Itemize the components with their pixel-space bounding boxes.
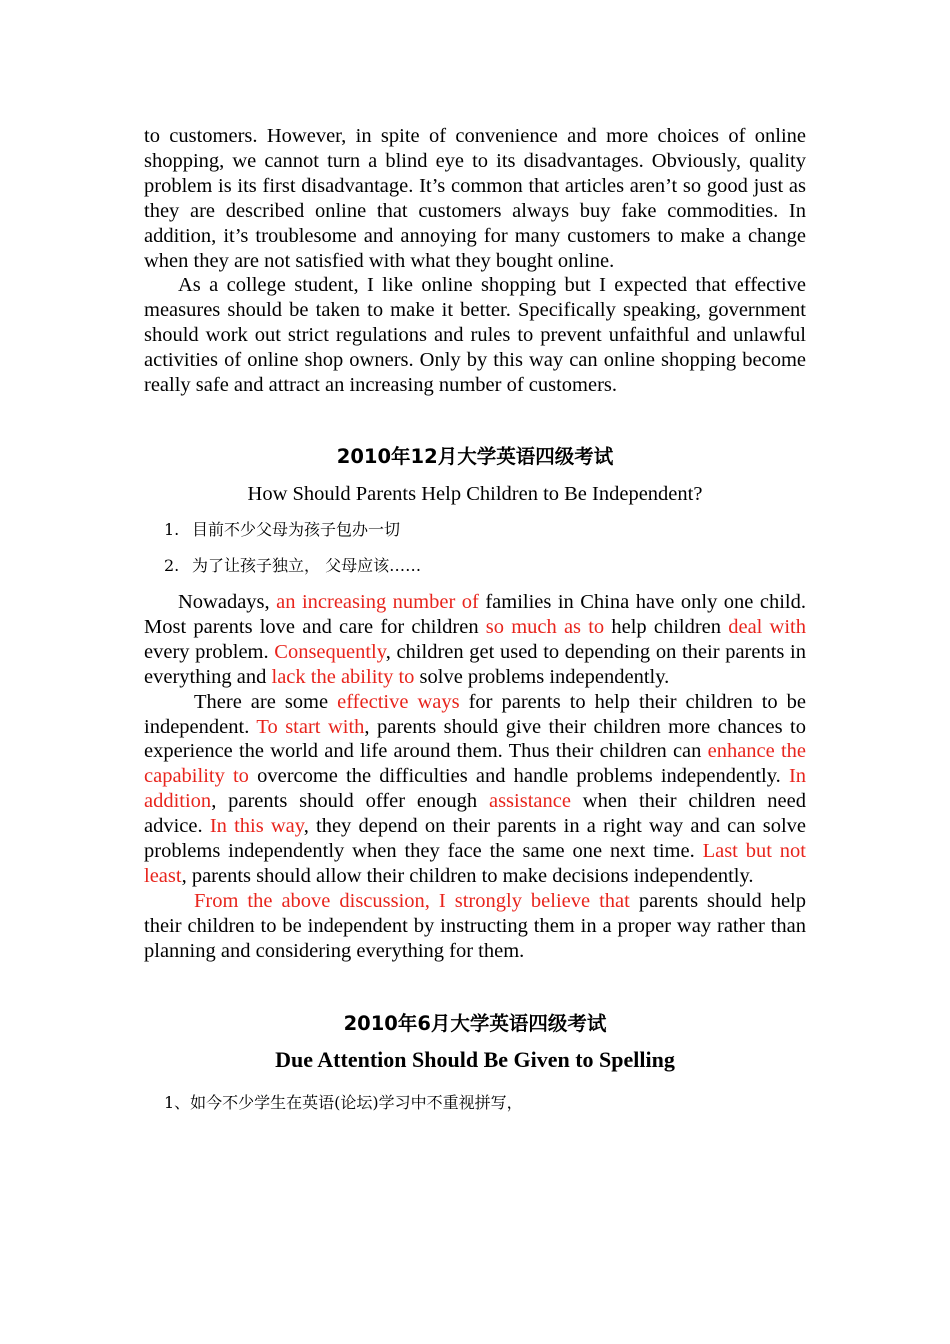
essay2-outline-item-1: 1、如今不少学生在英语(论坛)学习中不重视拼写， [164, 1092, 523, 1112]
highlight-phrase: effective ways [337, 690, 460, 713]
highlight-phrase: From the above discussion, I strongly believe that [194, 889, 630, 912]
essay1-paragraph-2 [144, 690, 806, 889]
text-run: solve problems independently. [414, 665, 670, 688]
highlight-phrase: In this way [209, 815, 304, 838]
highlight-phrase: an increasing number of [276, 590, 479, 613]
text-run: Nowadays, [178, 590, 277, 613]
text-run: There are some [194, 690, 338, 713]
text-run: families in China have only one child. Most parents love and care for children [144, 590, 806, 638]
outline-number: 1. [164, 519, 180, 539]
intro-paragraph-1: to customers. However, in spite of convenience and more choices of online shopping, we cannot turn a blind eye to its disadvantages. Obviously, quality problem is its first disadvantage. It’s common that articles aren’t so good just as they are described online that customers always buy fake commodities. In addition, it’s troublesome and annoying for many customers to make a change when they are not satisfied with what they bought online. [144, 125, 806, 272]
text-run: parents should help their children to be independent by instructing them in a proper way rather than planning and considering everything for them. [144, 889, 806, 962]
highlight-phrase: assistance [488, 790, 571, 813]
essay1-outline-item-2 [144, 554, 806, 578]
text-run: , children get used to depending on their parents in everything and [144, 640, 806, 688]
document-page [144, 124, 806, 1115]
outline-text: 目前不少父母为孩子包办一切 [192, 519, 401, 539]
essay1-title: How Should Parents Help Children to Be Independent? [247, 482, 703, 505]
text-run: , parents should allow their children to make decisions independently. [181, 864, 754, 887]
text-run: help children [604, 615, 729, 638]
highlight-phrase: enhance the capability to [144, 740, 806, 788]
text-run: , parents should offer enough [211, 790, 489, 813]
essay2-exam-heading: 2010年6月大学英语四级考试 [343, 1011, 607, 1035]
highlight-phrase: lack the ability to [271, 665, 415, 688]
highlight-phrase: Last but not least [144, 840, 807, 887]
essay1-outline-item-1 [144, 518, 806, 542]
essay1-paragraph-1 [144, 590, 806, 690]
text-run: for parents to help their children to be independent. [144, 690, 807, 738]
highlight-phrase: deal with [728, 615, 807, 638]
essay1-paragraph-3 [144, 889, 806, 964]
essay1-exam-heading: 2010年12月大学英语四级考试 [336, 444, 614, 468]
text-run: overcome the difficulties and handle problems independently. [248, 765, 789, 788]
highlight-phrase: so much as to [485, 615, 605, 638]
highlight-phrase: In addition [144, 765, 807, 813]
outline-number: 2. [164, 555, 180, 575]
text-run: every problem. [144, 640, 275, 663]
text-run: , parents should give their children more chances to experience the world and life around them. Thus their children can [144, 715, 806, 763]
outline-text: 为了让孩子独立， 父母应该…… [192, 555, 422, 575]
text-run: , they depend on their parents in a right way and can solve problems independently when they face the same one next time. [144, 815, 806, 863]
text-run: when their children need advice. [144, 790, 806, 838]
intro-paragraph-2: As a college student, I like online shopping but I expected that effective measures should be taken to make it better. Specifically speaking, government should work out strict regulations and rules to prevent unfaithful and unlawful activities of online shop owners. Only by this way can online shopping become really safe and attract an increasing number of customers. [144, 274, 806, 397]
essay2-title: Due Attention Should Be Given to Spelling [275, 1046, 675, 1072]
highlight-phrase: Consequently [274, 640, 386, 663]
highlight-phrase: To start with [256, 715, 365, 738]
